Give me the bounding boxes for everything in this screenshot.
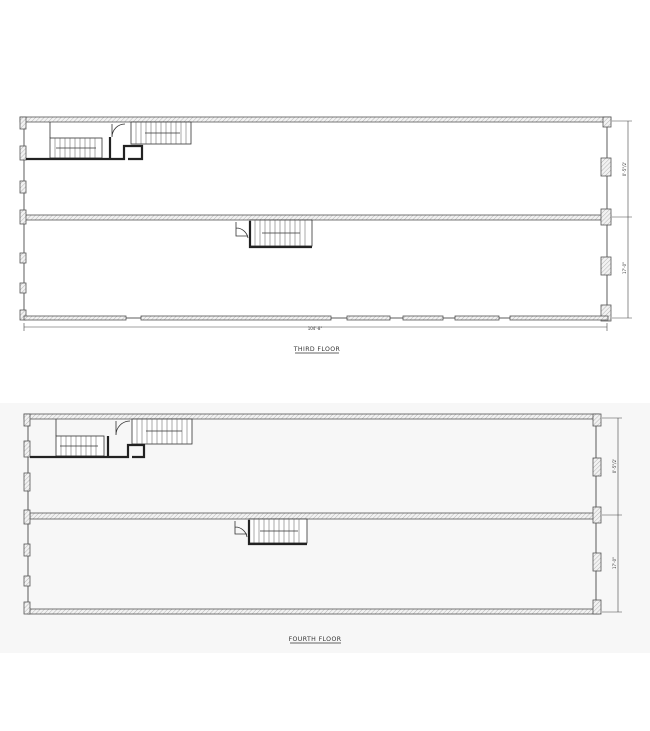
pilaster	[20, 146, 26, 160]
pilaster	[20, 253, 26, 263]
stair-lower	[235, 519, 307, 544]
third-floor-dimensions	[24, 121, 632, 331]
pilaster	[20, 181, 26, 193]
pilaster	[24, 473, 30, 491]
third-floor-title: THIRD FLOOR	[293, 346, 341, 353]
top-wall	[20, 117, 611, 122]
middle-wall	[30, 513, 599, 519]
pilaster	[24, 602, 30, 614]
pilaster	[24, 576, 30, 586]
pilaster	[20, 210, 26, 224]
pilaster	[24, 544, 30, 556]
bottom-wall-segment	[24, 316, 126, 320]
pilaster	[593, 458, 601, 476]
stair-core-upper	[30, 419, 192, 457]
pilaster	[24, 441, 30, 457]
pilaster	[603, 117, 611, 127]
third-floor-lower-depth-dimension: 17'-0"	[622, 261, 627, 275]
door-swing	[235, 521, 247, 537]
fourth-floor-title: FOURTH FLOOR	[288, 636, 342, 643]
stair-core-upper	[26, 122, 191, 159]
bottom-wall-segment	[455, 316, 499, 320]
pilaster	[20, 117, 26, 129]
pilaster	[601, 158, 611, 176]
fourth-floor-lower-depth-dimension: 17'-0"	[612, 556, 617, 570]
bottom-wall-segment	[347, 316, 390, 320]
fourth-floor-plan	[24, 414, 622, 614]
third-floor-plan	[20, 117, 632, 331]
bottom-wall	[28, 609, 599, 614]
bottom-wall-segment	[510, 316, 608, 320]
third-floor-upper-depth-dimension: 0'-5"/2'	[622, 161, 627, 177]
pilaster	[593, 600, 601, 614]
third-floor-width-dimension: 104'-8"	[307, 326, 323, 331]
bottom-wall-segment	[141, 316, 331, 320]
pilaster	[593, 553, 601, 571]
top-wall	[24, 414, 599, 419]
door-swing	[112, 124, 125, 137]
pilaster	[593, 507, 601, 523]
fourth-floor-dimensions	[602, 418, 622, 612]
door-swing	[116, 421, 130, 435]
pilaster	[24, 414, 30, 426]
middle-wall	[24, 215, 611, 220]
fourth-floor-upper-depth-dimension: 0'-5"/2'	[612, 458, 617, 474]
pilaster	[24, 510, 30, 524]
pilaster	[593, 414, 601, 426]
stair-lower	[236, 220, 312, 247]
pilaster	[601, 257, 611, 275]
pilaster	[601, 209, 611, 225]
pilaster	[20, 283, 26, 293]
door-swing	[236, 222, 248, 238]
bottom-wall-segment	[403, 316, 443, 320]
